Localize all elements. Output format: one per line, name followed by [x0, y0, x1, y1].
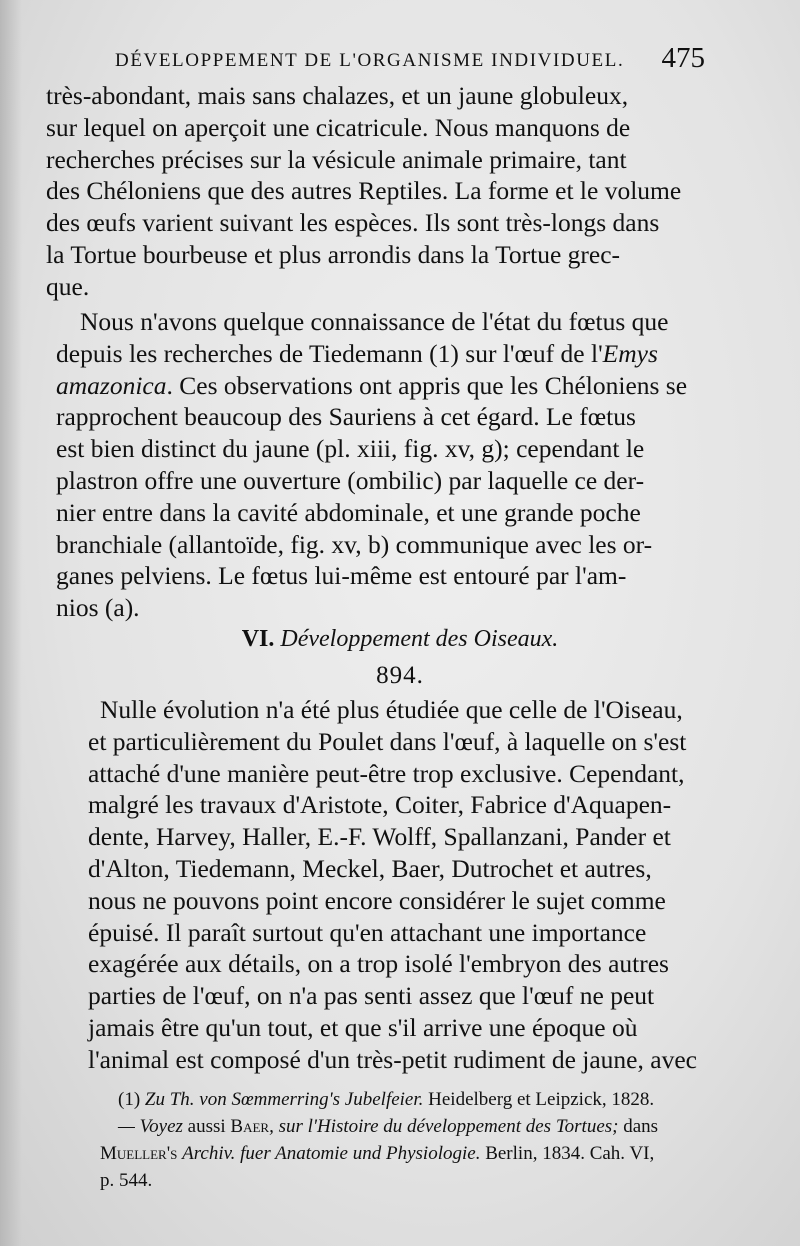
page-number: 475: [661, 42, 705, 74]
text-line: la Tortue bourbeuse et plus arrondis dans la Tortue grec-: [46, 239, 621, 269]
text-line: très-abondant, mais sans chalazes, et un jaune globuleux,: [46, 81, 629, 110]
text-line: des œufs varient suivant les espèces. Ils sont très-longs dans: [46, 208, 660, 238]
text-line: que.: [46, 271, 90, 301]
text-line: [56, 338, 800, 370]
footnote-text: Heidelberg et Leipzick, 1828.: [428, 1089, 655, 1110]
text-line: sur lequel on aperçoit une cicatricule. Nous manquons de: [46, 112, 631, 142]
footnote-text: dans: [623, 1116, 659, 1137]
paragraph-2: [0, 306, 800, 624]
text-line: attaché d'une manière peut-être trop exclusive. Cependant,: [88, 758, 685, 788]
footnote-ref-title: Archiv. fuer Anatomie und Physiologie.: [182, 1143, 481, 1164]
text-line: exagérée aux détails, on a trop isolé l'embryon des autres: [88, 949, 669, 979]
section-title: Développement des Oiseaux.: [280, 626, 559, 652]
footnote-ref-title: , sur l'Histoire du développement des Tortues;: [269, 1116, 619, 1137]
text-line: Nous n'avons quelque connaissance de l'état du fœtus que: [80, 307, 669, 336]
text-line: rapprochent beaucoup des Sauriens à cet égard. Le fœtus: [56, 402, 636, 432]
text-line: malgré les travaux d'Aristote, Coiter, Fabrice d'Aquapen-: [88, 790, 672, 820]
text-line: parties de l'œuf, on n'a pas senti assez que l'œuf ne peut: [88, 981, 655, 1011]
text-line: est bien distinct du jaune (pl. xiii, fig. xv, g); cependant le: [56, 434, 645, 464]
text-line: nios (a).: [56, 593, 140, 623]
text-line: et particulièrement du Poulet dans l'œuf, à laquelle on s'est: [88, 726, 687, 756]
page-header: [115, 44, 715, 84]
footnote-text: — Voyez: [118, 1116, 183, 1137]
text-line: recherches précises sur la vésicule animale primaire, tant: [46, 144, 627, 174]
text-line: dente, Harvey, Haller, E.-F. Wolff, Spallanzani, Pander et: [88, 822, 671, 852]
running-title: DÉVELOPPEMENT DE L'ORGANISME INDIVIDUEL.: [115, 50, 625, 71]
paragraph-3: [0, 694, 800, 1076]
paragraph-number: 894.: [376, 662, 424, 689]
text-line: Nulle évolution n'a été plus étudiée que celle de l'Oiseau,: [100, 695, 683, 724]
text-line: épuisé. Il paraît surtout qu'en attachant une importance: [88, 917, 647, 947]
footnote-author: Baer: [230, 1116, 270, 1137]
text-line: d'Alton, Tiedemann, Meckel, Baer, Dutrochet et autres,: [88, 853, 652, 883]
italic-species: amazonica: [56, 370, 167, 400]
footnote-line: [100, 1086, 770, 1113]
footnote-author: Mueller's: [100, 1143, 178, 1164]
text-line: ganes pelviens. Le fœtus lui-même est entouré par l'am-: [56, 561, 627, 591]
italic-genus: Emys: [602, 338, 658, 368]
paragraph-1: [0, 80, 800, 303]
section-number: VI.: [241, 626, 275, 652]
section-heading: [0, 626, 800, 653]
text-line: l'animal est composé d'un très-petit rudiment de jaune, avec: [88, 1044, 697, 1074]
footnotes: [100, 1086, 770, 1194]
text-line: jamais être qu'un tout, et que s'il arrive une époque où: [88, 1012, 638, 1042]
footnote-line: [100, 1140, 770, 1167]
footnote-line: [100, 1113, 770, 1140]
footnote-text: Berlin, 1834. Cah. VI,: [485, 1143, 655, 1164]
text-line: des Chéloniens que des autres Reptiles. La forme et le volume: [46, 176, 682, 206]
footnote-ref-title: Zu Th. von Sœmmerring's Jubelfeier.: [144, 1089, 424, 1110]
footnote-text: aussi: [187, 1116, 226, 1137]
footnote-line: p. 544.: [100, 1170, 153, 1191]
text-line: branchiale (allantoïde, fig. xv, b) communique avec les or-: [56, 529, 653, 559]
footnote-marker: (1): [118, 1089, 141, 1110]
text-line: nier entre dans la cavité abdominale, et une grande poche: [56, 497, 641, 527]
text-line: [56, 370, 800, 402]
text-line: plastron offre une ouverture (ombilic) par laquelle ce der-: [56, 465, 645, 495]
text-span: depuis les recherches de Tiedemann (1) sur l'œuf de l': [56, 338, 603, 368]
text-line: nous ne pouvons point encore considérer le sujet comme: [88, 885, 666, 915]
text-span: . Ces observations ont appris que les Chéloniens se: [166, 370, 688, 400]
